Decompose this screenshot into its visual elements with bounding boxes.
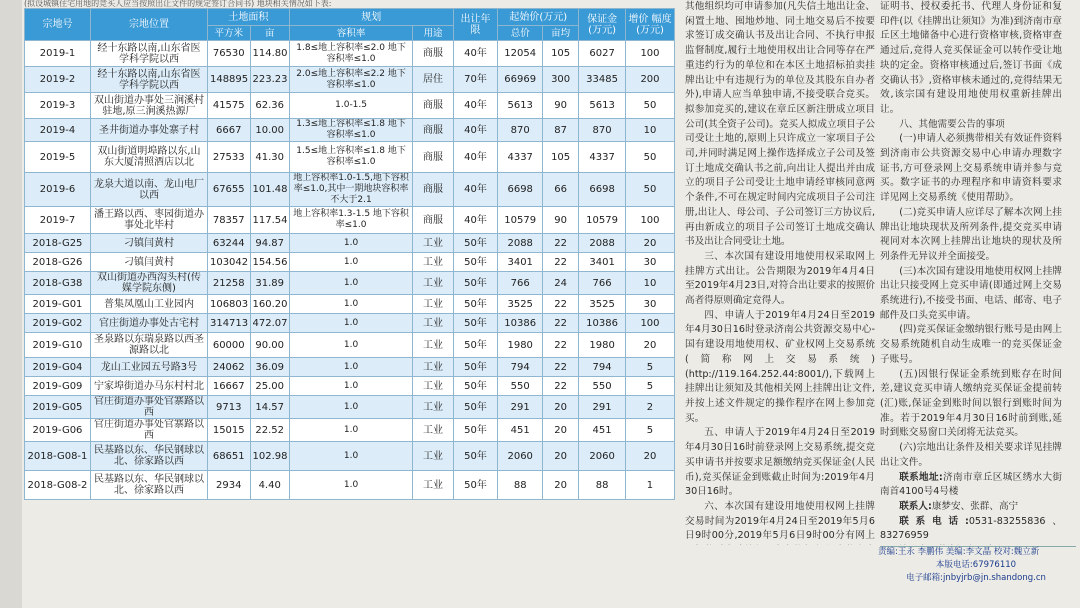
row-id: 2019-3 <box>25 93 91 119</box>
article-paragraph: 三、本次国有建设用地使用权采取网上挂牌方式出让。公告期限为2019年4月4日至2019年4月23日,对符合出让要求的按照价高者得原则确定竞得人。 <box>685 250 875 307</box>
row-total-price: 3525 <box>498 295 543 314</box>
row-deposit: 1980 <box>579 333 626 358</box>
row-id: 2019-G05 <box>25 396 91 419</box>
row-use: 商服 <box>413 119 453 142</box>
row-use: 工业 <box>413 471 453 500</box>
row-increment: 5 <box>625 358 674 377</box>
row-increment: 50 <box>625 142 674 173</box>
article-paragraph: 四、申请人于2019年4月24日至2019年4月30日16时登录济南公共资源交易中心-国有建设用地使用权、矿业权网上交易系统(简称网上交易系统)(http://119.164.252.44:8001/),下载网上挂牌出让须知及其他相关网上挂牌出让文件,并按上述文件规定的操作程序在网上参加竞买。 <box>685 309 875 424</box>
row-total-price: 2088 <box>498 234 543 253</box>
row-term: 50年 <box>453 471 498 500</box>
row-price-per-mu: 22 <box>543 333 579 358</box>
row-area-sqm: 21258 <box>207 272 250 295</box>
row-id: 2019-4 <box>25 119 91 142</box>
row-increment: 30 <box>625 253 674 272</box>
row-price-per-mu: 20 <box>543 419 579 442</box>
row-use: 工业 <box>413 314 453 333</box>
header-plan: 规划 <box>289 9 453 26</box>
row-area-mu: 223.23 <box>250 67 289 93</box>
row-total-price: 3401 <box>498 253 543 272</box>
row-deposit: 451 <box>579 419 626 442</box>
row-deposit: 2088 <box>579 234 626 253</box>
row-deposit: 870 <box>579 119 626 142</box>
row-plot-ratio: 1.8≤地上容积率≤2.0 地下容积率≤1.0 <box>289 41 412 67</box>
row-id: 2019-G02 <box>25 314 91 333</box>
row-location: 刁镇闫黄村 <box>90 234 207 253</box>
row-term: 40年 <box>453 119 498 142</box>
row-plot-ratio: 1.0 <box>289 333 412 358</box>
header-id: 宗地号 <box>25 9 91 41</box>
row-deposit: 3525 <box>579 295 626 314</box>
row-use: 居住 <box>413 67 453 93</box>
article-paragraph: (一)申请人必须携带相关有效证件资料到济南市公共资源交易中心申请办理数字证书,方可登录网上交易系统申请并参与竞买。数字证书的办理程序和申请资料要求详见网上交易系统《使用帮助》。 <box>880 133 1062 204</box>
row-total-price: 6698 <box>498 173 543 207</box>
article-paragraph: (二)竞买申请人应详尽了解本次网上挂牌出让地块现状及所列条件,提交竞买申请视同对本次网上挂牌出让地块的现状及所列条件无异议并全面接受。 <box>880 206 1062 262</box>
row-increment: 2 <box>625 396 674 419</box>
table-row <box>25 142 675 173</box>
row-price-per-mu: 22 <box>543 295 579 314</box>
row-total-price: 10386 <box>498 314 543 333</box>
row-increment: 100 <box>625 207 674 234</box>
footer-editors: 责编:王永 李鹏伟 美编:李文晶 校对:魏立新 <box>878 547 1040 557</box>
row-id: 2018-G08-2 <box>25 471 91 500</box>
row-id: 2019-G06 <box>25 419 91 442</box>
row-deposit: 10386 <box>579 314 626 333</box>
row-area-mu: 160.20 <box>250 295 289 314</box>
row-total-price: 794 <box>498 358 543 377</box>
header-use: 用途 <box>413 26 453 41</box>
row-plot-ratio: 2.0≤地上容积率≤2.2 地下容积率≤1.0 <box>289 67 412 93</box>
table-row <box>25 396 675 419</box>
row-use: 工业 <box>413 377 453 396</box>
row-location: 官庄街道办事处官寨路以西 <box>90 396 207 419</box>
row-increment: 10 <box>625 119 674 142</box>
row-deposit: 6698 <box>579 173 626 207</box>
table-header-row <box>25 9 675 26</box>
table-row <box>25 377 675 396</box>
row-deposit: 5613 <box>579 93 626 119</box>
row-area-sqm: 148895 <box>207 67 250 93</box>
row-area-sqm: 63244 <box>207 234 250 253</box>
table-row <box>25 119 675 142</box>
header-area-sqm: 平方米 <box>207 26 250 41</box>
row-plot-ratio: 1.0 <box>289 396 412 419</box>
row-location: 经十东路以南,山东省医学科学院以西 <box>90 41 207 67</box>
row-price-per-mu: 22 <box>543 253 579 272</box>
row-use: 工业 <box>413 234 453 253</box>
row-price-per-mu: 22 <box>543 377 579 396</box>
row-increment: 100 <box>625 41 674 67</box>
row-plot-ratio: 1.0 <box>289 234 412 253</box>
row-use: 商服 <box>413 142 453 173</box>
row-total-price: 766 <box>498 272 543 295</box>
row-increment: 50 <box>625 93 674 119</box>
row-increment: 50 <box>625 173 674 207</box>
row-plot-ratio: 1.0-1.5 <box>289 93 412 119</box>
article-paragraph: (四)竞买保证金缴纳银行账号是由网上交易系统随机自动生成唯一的竞买保证金子账号。 <box>880 324 1062 365</box>
table-row <box>25 295 675 314</box>
row-location: 民基路以东、华民钢球以北、徐家路以西 <box>90 471 207 500</box>
row-area-sqm: 60000 <box>207 333 250 358</box>
row-id: 2018-G25 <box>25 234 91 253</box>
row-area-mu: 154.56 <box>250 253 289 272</box>
row-use: 商服 <box>413 41 453 67</box>
contact-line <box>880 500 1062 515</box>
row-deposit: 88 <box>579 471 626 500</box>
row-area-mu: 472.07 <box>250 314 289 333</box>
contact-label: 联系人: <box>899 500 932 512</box>
contact-block <box>880 471 1062 546</box>
contact-label: 联系地址: <box>899 471 943 483</box>
row-term: 50年 <box>453 419 498 442</box>
row-location: 龙山工业园五号路3号 <box>90 358 207 377</box>
table-row <box>25 173 675 207</box>
row-price-per-mu: 105 <box>543 41 579 67</box>
row-id: 2018-G08-1 <box>25 442 91 471</box>
header-total: 总价 <box>498 26 543 41</box>
row-total-price: 12054 <box>498 41 543 67</box>
header-area: 土地面积 <box>207 9 289 26</box>
row-increment: 10 <box>625 272 674 295</box>
row-area-sqm: 16667 <box>207 377 250 396</box>
row-area-mu: 117.54 <box>250 207 289 234</box>
table-intro-text: (拟设城镇住宅用地的竞买人应当按照出让文件的规定签订合同书) 地块相关情况如下表: <box>24 0 332 8</box>
row-location: 宁家埠街道办马东村村北 <box>90 377 207 396</box>
row-area-mu: 114.80 <box>250 41 289 67</box>
row-term: 50年 <box>453 396 498 419</box>
table-row <box>25 207 675 234</box>
row-deposit: 794 <box>579 358 626 377</box>
row-plot-ratio: 地上容积率1.3-1.5 地下容积率≤1.0 <box>289 207 412 234</box>
row-area-mu: 41.30 <box>250 142 289 173</box>
row-use: 工业 <box>413 295 453 314</box>
row-area-sqm: 76530 <box>207 41 250 67</box>
article-paragraph: 证明书、授权委托书、代理人身份证和复印件(以《挂牌出让须知》为准)到济南市章丘区土地储备中心进行资格审核,资格审查通过后,竞得人竞买保证金可以转作受让地块的定金。资格审核通过后,签订书面《成交确认书》,资格审核未通过的,竞得结果无效,该宗国有建设用地使用权重新挂牌出让。 <box>880 1 1062 115</box>
row-id: 2019-1 <box>25 41 91 67</box>
row-term: 50年 <box>453 333 498 358</box>
row-deposit: 3401 <box>579 253 626 272</box>
row-area-mu: 62.36 <box>250 93 289 119</box>
row-price-per-mu: 20 <box>543 396 579 419</box>
row-area-sqm: 68651 <box>207 442 250 471</box>
row-location: 圣泉路以东瑞泉路以西圣源路以北 <box>90 333 207 358</box>
row-total-price: 291 <box>498 396 543 419</box>
row-price-per-mu: 22 <box>543 314 579 333</box>
table-row <box>25 442 675 471</box>
row-total-price: 10579 <box>498 207 543 234</box>
land-parcel-table <box>24 8 675 500</box>
row-use: 工业 <box>413 253 453 272</box>
row-price-per-mu: 22 <box>543 358 579 377</box>
row-term: 70年 <box>453 67 498 93</box>
row-id: 2019-2 <box>25 67 91 93</box>
row-area-sqm: 106803 <box>207 295 250 314</box>
header-location: 宗地位置 <box>90 9 207 41</box>
table-row <box>25 333 675 358</box>
table-row <box>25 272 675 295</box>
table-row <box>25 67 675 93</box>
row-id: 2019-6 <box>25 173 91 207</box>
row-plot-ratio: 1.0 <box>289 471 412 500</box>
row-use: 商服 <box>413 173 453 207</box>
header-term: 出让年限 <box>453 9 498 41</box>
row-area-mu: 22.52 <box>250 419 289 442</box>
row-area-sqm: 9713 <box>207 396 250 419</box>
row-price-per-mu: 105 <box>543 142 579 173</box>
row-plot-ratio: 1.0 <box>289 358 412 377</box>
row-total-price: 2060 <box>498 442 543 471</box>
row-area-sqm: 41575 <box>207 93 250 119</box>
row-increment: 5 <box>625 419 674 442</box>
row-use: 工业 <box>413 396 453 419</box>
row-total-price: 66969 <box>498 67 543 93</box>
contact-line <box>880 471 1062 500</box>
row-price-per-mu: 90 <box>543 207 579 234</box>
row-plot-ratio: 1.5≤地上容积率≤1.8 地下容积率≤1.0 <box>289 142 412 173</box>
contact-value: 康梦安、张群、高宁 <box>931 500 1019 512</box>
row-plot-ratio: 1.0 <box>289 442 412 471</box>
row-use: 工业 <box>413 442 453 471</box>
row-total-price: 451 <box>498 419 543 442</box>
row-deposit: 766 <box>579 272 626 295</box>
row-location: 官庄街道办事处官寨路以西 <box>90 419 207 442</box>
row-deposit: 4337 <box>579 142 626 173</box>
row-price-per-mu: 66 <box>543 173 579 207</box>
table-row <box>25 234 675 253</box>
row-location: 圣井街道办事处寨子村 <box>90 119 207 142</box>
row-plot-ratio: 1.0 <box>289 419 412 442</box>
row-id: 2019-G04 <box>25 358 91 377</box>
table-body <box>25 41 675 500</box>
row-area-mu: 102.98 <box>250 442 289 471</box>
row-term: 40年 <box>453 173 498 207</box>
header-start-price: 起始价(万元) <box>498 9 579 26</box>
article-column-1 <box>685 0 875 545</box>
row-term: 50年 <box>453 295 498 314</box>
row-location: 刁镇闫黄村 <box>90 253 207 272</box>
row-use: 工业 <box>413 272 453 295</box>
contact-value: 0531-83255836、83276959 <box>880 515 1062 542</box>
row-area-sqm: 15015 <box>207 419 250 442</box>
row-total-price: 4337 <box>498 142 543 173</box>
table-row <box>25 93 675 119</box>
header-area-mu: 亩 <box>250 26 289 41</box>
row-term: 50年 <box>453 442 498 471</box>
row-total-price: 550 <box>498 377 543 396</box>
row-id: 2019-G09 <box>25 377 91 396</box>
row-area-sqm: 6667 <box>207 119 250 142</box>
row-increment: 30 <box>625 295 674 314</box>
row-deposit: 6027 <box>579 41 626 67</box>
row-id: 2019-5 <box>25 142 91 173</box>
row-area-mu: 90.00 <box>250 333 289 358</box>
row-price-per-mu: 24 <box>543 272 579 295</box>
header-increment: 增价 幅度(万元) <box>625 9 674 41</box>
row-deposit: 33485 <box>579 67 626 93</box>
contact-label: 联系电话: <box>899 515 969 527</box>
header-deposit: 保证金(万元) <box>579 9 626 41</box>
row-deposit: 291 <box>579 396 626 419</box>
row-use: 商服 <box>413 207 453 234</box>
row-location: 双山街道办事处三涧溪村驻地,原三涧溪热源厂 <box>90 93 207 119</box>
row-area-mu: 10.00 <box>250 119 289 142</box>
article-paragraph: (三)本次国有建设用地使用权网上挂牌出让只接受网上竞买申请(即通过网上交易系统进行),不接受书面、电话、邮寄、电子邮件及口头竞买申请。 <box>880 265 1062 321</box>
row-area-sqm: 78357 <box>207 207 250 234</box>
row-location: 官庄街道办事处古宅村 <box>90 314 207 333</box>
row-id: 2019-7 <box>25 207 91 234</box>
row-location: 双山街道明埠路以东,山东大厦清照酒店以北 <box>90 142 207 173</box>
row-deposit: 10579 <box>579 207 626 234</box>
row-area-mu: 4.40 <box>250 471 289 500</box>
row-total-price: 870 <box>498 119 543 142</box>
row-location: 潘王路以西、枣园街道办事处北毕村 <box>90 207 207 234</box>
row-area-sqm: 27533 <box>207 142 250 173</box>
row-total-price: 1980 <box>498 333 543 358</box>
article-paragraph: 六、本次国有建设用地使用权网上挂牌交易时间为2019年4月24日至2019年5月6日9时00分,2019年5月6日9时00分有网上 <box>685 500 875 542</box>
row-term: 40年 <box>453 93 498 119</box>
row-term: 50年 <box>453 253 498 272</box>
table-row <box>25 314 675 333</box>
row-price-per-mu: 300 <box>543 67 579 93</box>
row-area-sqm: 103042 <box>207 253 250 272</box>
row-plot-ratio: 1.0 <box>289 272 412 295</box>
row-term: 50年 <box>453 314 498 333</box>
row-deposit: 550 <box>579 377 626 396</box>
editorial-footer <box>878 546 1074 606</box>
row-location: 龙泉大道以南、龙山电厂以西 <box>90 173 207 207</box>
row-term: 50年 <box>453 272 498 295</box>
table-row <box>25 471 675 500</box>
table-row <box>25 419 675 442</box>
row-term: 50年 <box>453 377 498 396</box>
row-term: 50年 <box>453 234 498 253</box>
row-use: 工业 <box>413 358 453 377</box>
row-plot-ratio: 1.0 <box>289 314 412 333</box>
header-plot-ratio: 容积率 <box>289 26 412 41</box>
row-increment: 1 <box>625 471 674 500</box>
row-increment: 20 <box>625 333 674 358</box>
row-use: 工业 <box>413 333 453 358</box>
row-term: 40年 <box>453 41 498 67</box>
row-area-sqm: 67655 <box>207 173 250 207</box>
footer-email: 电子邮箱:jnbyjrb@jn.shandong.cn <box>906 573 1046 583</box>
article-paragraph: 其他组织均可申请参加(凡失信土地出让金、闲置土地、囤地炒地、同土地交易后不按要求签订成交确认书及出让合同、不执行申报监督制度,履行土地使用权出让合同等存在严重违约行为的单位和在本区土地招标拍卖挂牌出让中有违规行为的单位及其股东自办者外),申请人应当单独申请,不接受联合竞买。拟参加竞买的,建议在章丘区新注册成立项目公司(其全资子公司)。竞买人拟成立项目子公司受让土地的,原则上只许成立一家项目子公司,并同时满足网上操作选择成立子公司及签订土地成交确认书之前,向出让人提出并由成立的项目子公司受让土地申请经审核同意两个条件,不可在规定时间内完成项目子公司注册,出让人、母公司、子公司签订三方协议后,再由新成立的项目子公司签订土地成交确认书及出让合同受让土地。 <box>685 1 875 248</box>
row-use: 工业 <box>413 419 453 442</box>
row-increment: 100 <box>625 314 674 333</box>
row-location: 民基路以东、华民钢球以北、徐家路以西 <box>90 442 207 471</box>
row-id: 2019-G10 <box>25 333 91 358</box>
row-location: 双山街道办西沟头村(传媒学院东侧) <box>90 272 207 295</box>
row-term: 40年 <box>453 142 498 173</box>
row-location: 经十东路以南,山东省医学科学院以西 <box>90 67 207 93</box>
article-paragraph: (六)宗地出让条件及相关要求详见挂牌出让文件。 <box>880 442 1062 468</box>
article-paragraph: 五、申请人于2019年4月24日至2019年4月30日16时前登录网上交易系统,提交竞买申请书并按要求足额缴纳竞买保证金(人民币),竞买保证金到账截止时间为:2019年4月30日16时。 <box>685 427 875 498</box>
row-area-sqm: 314713 <box>207 314 250 333</box>
footer-phone: 本版电话:67976110 <box>935 560 1017 570</box>
row-id: 2018-G38 <box>25 272 91 295</box>
row-use: 商服 <box>413 93 453 119</box>
row-plot-ratio: 1.3≤地上容积率≤1.8 地下容积率≤1.0 <box>289 119 412 142</box>
row-deposit: 2060 <box>579 442 626 471</box>
row-id: 2019-G01 <box>25 295 91 314</box>
row-area-mu: 94.87 <box>250 234 289 253</box>
table-row <box>25 253 675 272</box>
row-price-per-mu: 22 <box>543 234 579 253</box>
row-area-sqm: 24062 <box>207 358 250 377</box>
table-row <box>25 41 675 67</box>
row-area-mu: 101.48 <box>250 173 289 207</box>
contact-line <box>880 515 1062 544</box>
row-term: 50年 <box>453 358 498 377</box>
row-increment: 200 <box>625 67 674 93</box>
article-column-2 <box>880 0 1062 545</box>
table-row <box>25 358 675 377</box>
contact-line <box>880 544 1062 545</box>
row-total-price: 88 <box>498 471 543 500</box>
row-area-sqm: 2934 <box>207 471 250 500</box>
row-plot-ratio: 1.0 <box>289 253 412 272</box>
row-area-mu: 31.89 <box>250 272 289 295</box>
row-price-per-mu: 90 <box>543 93 579 119</box>
row-price-per-mu: 87 <box>543 119 579 142</box>
row-total-price: 5613 <box>498 93 543 119</box>
header-per-mu: 亩均 <box>543 26 579 41</box>
row-price-per-mu: 20 <box>543 471 579 500</box>
contact-value: 济南市章丘区城区绣水大街南首4100号4号楼 <box>880 471 1062 498</box>
row-increment: 20 <box>625 442 674 471</box>
row-increment: 20 <box>625 234 674 253</box>
row-id: 2018-G26 <box>25 253 91 272</box>
row-area-mu: 36.09 <box>250 358 289 377</box>
row-increment: 5 <box>625 377 674 396</box>
row-plot-ratio: 1.0 <box>289 295 412 314</box>
row-plot-ratio: 1.0 <box>289 377 412 396</box>
article-paragraph: 八、其他需要公告的事项 <box>899 118 1005 130</box>
row-area-mu: 14.57 <box>250 396 289 419</box>
row-term: 40年 <box>453 207 498 234</box>
row-plot-ratio: 地上容积率1.0-1.5,地下容积率≤1.0,其中一期地块容积率不大于2.1 <box>289 173 412 207</box>
row-area-mu: 25.00 <box>250 377 289 396</box>
row-location: 普集凤凰山工业园内 <box>90 295 207 314</box>
row-price-per-mu: 20 <box>543 442 579 471</box>
page-edge <box>0 0 22 608</box>
article-paragraph: (五)因银行保证金系统到账存在时间差,建议竞买申请人缴纳竞买保证金提前转(汇)账,保证金到账时间以银行到账时间为准。若于2019年4月30日16时前到账,延时到账交易窗口关闭将无法竞买。 <box>880 368 1062 439</box>
